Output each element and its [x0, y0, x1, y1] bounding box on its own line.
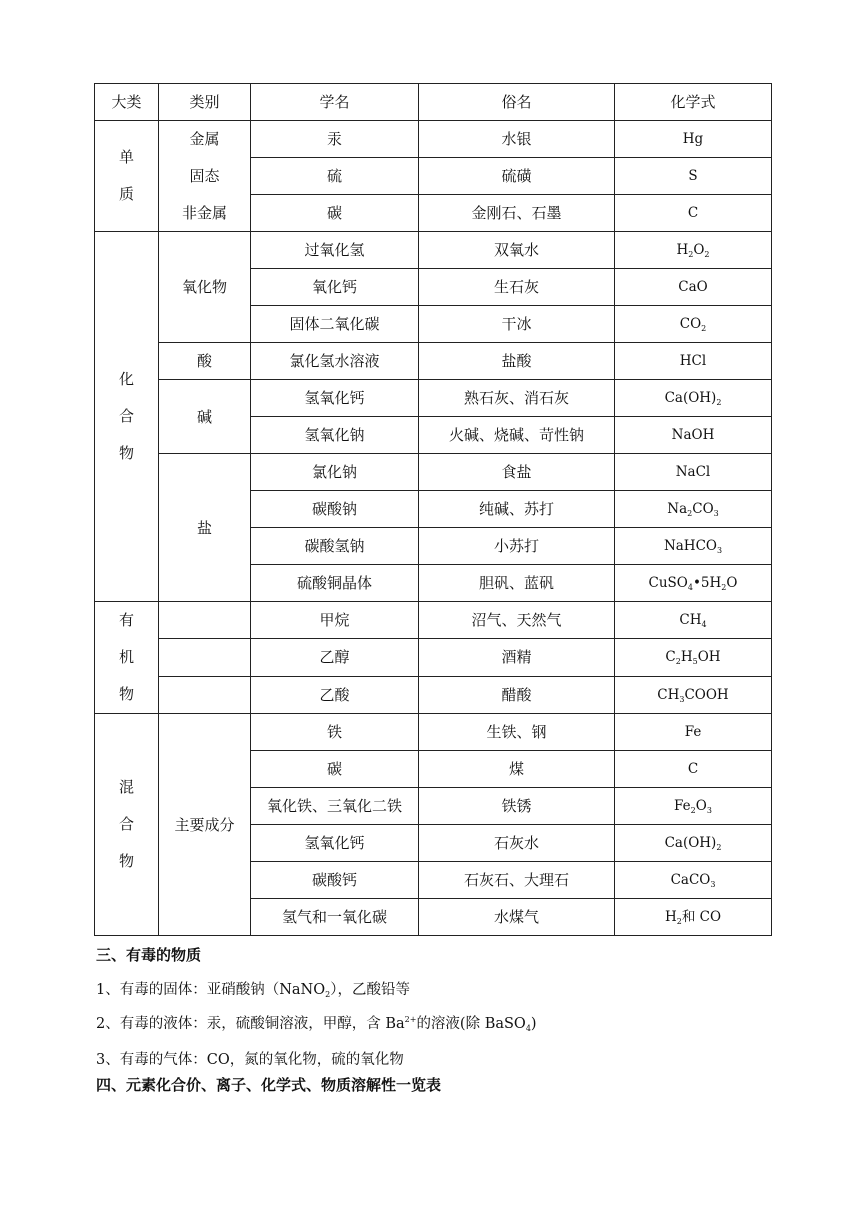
table-row	[95, 676, 772, 713]
formula-cell: NaOH	[615, 417, 772, 454]
table-row	[95, 121, 772, 158]
name-cell: 氢氧化钠	[251, 417, 419, 454]
formula-cell: HCl	[615, 343, 772, 380]
table-row	[95, 602, 772, 639]
table-row	[95, 232, 772, 269]
formula-cell: $CH_3COOH$	[615, 676, 772, 713]
common-name-cell: 小苏打	[419, 528, 615, 565]
table-row	[95, 380, 772, 417]
group-cell-huahewu: 化 合 物	[95, 232, 159, 602]
name-cell: 氢氧化钙	[251, 825, 419, 862]
table-row	[95, 454, 772, 491]
common-name-cell: 食盐	[419, 454, 615, 491]
category-cell: 酸	[159, 343, 251, 380]
formula-cell: NaHCO$_3$	[615, 528, 772, 565]
name-cell: 氢氧化钙	[251, 380, 419, 417]
common-name-cell: 硫磺	[419, 158, 615, 195]
name-cell: 氯化氢水溶液	[251, 343, 419, 380]
common-name-cell: 醋酸	[419, 676, 615, 713]
formula-cell: S	[615, 158, 772, 195]
name-cell: 硫	[251, 158, 419, 195]
common-name-cell: 石灰石、大理石	[419, 862, 615, 899]
table-row	[95, 195, 772, 232]
formula-cell: C	[615, 751, 772, 788]
name-cell: 汞	[251, 121, 419, 158]
name-cell: 乙醇	[251, 639, 419, 676]
common-name-cell: 铁锈	[419, 788, 615, 825]
name-cell: 碳酸钠	[251, 491, 419, 528]
common-name-cell: 水煤气	[419, 899, 615, 936]
formula-cell: $Fe_2O_3$	[615, 788, 772, 825]
name-cell: 碳酸钙	[251, 862, 419, 899]
group-cell-danzhi: 单 质	[95, 121, 159, 232]
formula-cell: $C_2H_5OH$	[615, 639, 772, 676]
header-cell: 学名	[251, 84, 419, 121]
category-cell: 主要成分	[159, 714, 251, 936]
formula-cell: $Na_2CO_3$	[615, 491, 772, 528]
name-cell: 固体二氧化碳	[251, 306, 419, 343]
name-cell: 氧化铁、三氧化二铁	[251, 788, 419, 825]
formula-cell: $Ca(OH)_2$	[615, 825, 772, 862]
common-name-cell: 水银	[419, 121, 615, 158]
section-title-toxic: 三、有毒的物质	[96, 946, 202, 964]
common-name-cell: 纯碱、苏打	[419, 491, 615, 528]
name-cell: 碳	[251, 751, 419, 788]
formula-cell: $CO_2$	[615, 306, 772, 343]
name-cell: 氯化钠	[251, 454, 419, 491]
toxic-solid-line: 1、有毒的固体：亚硝酸钠（NaNO$_2$），乙酸铅等	[96, 982, 410, 999]
formula-cell: $Ca(OH)_2$	[615, 380, 772, 417]
name-cell: 氧化钙	[251, 269, 419, 306]
common-name-cell: 干冰	[419, 306, 615, 343]
category-cell: 非金属	[159, 195, 251, 232]
common-name-cell: 生铁、钢	[419, 714, 615, 751]
formula-cell: C	[615, 195, 772, 232]
name-cell: 碳酸氢钠	[251, 528, 419, 565]
toxic-liquid-line: 2、有毒的液体：汞，硫酸铜溶液，甲醇，含 $Ba^{2+}$的溶液(除 BaSO$_4$)	[96, 1015, 537, 1033]
category-cell: 盐	[159, 454, 251, 602]
section-title-element-table: 四、元素化合价、离子、化学式、物质溶解性一览表	[96, 1076, 442, 1094]
table-row	[95, 343, 772, 380]
group-cell-youjiwu: 有 机 物	[95, 602, 159, 714]
formula-cell: $H_2$和 CO	[615, 899, 772, 936]
common-name-cell: 熟石灰、消石灰	[419, 380, 615, 417]
category-cell-empty	[159, 639, 251, 676]
category-cell: 金属	[159, 121, 251, 158]
formula-cell: NaCl	[615, 454, 772, 491]
header-cell: 化学式	[615, 84, 772, 121]
common-name-cell: 双氧水	[419, 232, 615, 269]
common-name-cell: 酒精	[419, 639, 615, 676]
name-cell: 铁	[251, 714, 419, 751]
formula-cell: Hg	[615, 121, 772, 158]
header-cell: 大类	[95, 84, 159, 121]
name-cell: 硫酸铜晶体	[251, 565, 419, 602]
table-row	[95, 158, 772, 195]
common-name-cell: 火碱、烧碱、苛性钠	[419, 417, 615, 454]
category-cell-empty	[159, 602, 251, 639]
formula-cell: $CH_4$	[615, 602, 772, 639]
common-name-cell: 沼气、天然气	[419, 602, 615, 639]
table-row	[95, 639, 772, 676]
category-cell: 碱	[159, 380, 251, 454]
common-name-cell: 石灰水	[419, 825, 615, 862]
category-cell: 氧化物	[159, 232, 251, 343]
common-name-cell: 盐酸	[419, 343, 615, 380]
category-cell-empty	[159, 676, 251, 713]
formula-cell: CaO	[615, 269, 772, 306]
header-cell: 俗名	[419, 84, 615, 121]
name-cell: 碳	[251, 195, 419, 232]
category-cell: 固态	[159, 158, 251, 195]
substance-table	[94, 83, 772, 936]
common-name-cell: 胆矾、蓝矾	[419, 565, 615, 602]
name-cell: 甲烷	[251, 602, 419, 639]
common-name-cell: 煤	[419, 751, 615, 788]
formula-cell: $H_2O_2$	[615, 232, 772, 269]
header-cell: 类别	[159, 84, 251, 121]
common-name-cell: 生石灰	[419, 269, 615, 306]
formula-cell: Fe	[615, 714, 772, 751]
table-header-row	[95, 84, 772, 121]
table-row	[95, 714, 772, 751]
formula-cell: $CuSO_4•5H_2O$	[615, 565, 772, 602]
group-cell-hunhewu: 混 合 物	[95, 714, 159, 936]
name-cell: 氢气和一氧化碳	[251, 899, 419, 936]
formula-cell: CaCO$_3$	[615, 862, 772, 899]
name-cell: 乙酸	[251, 676, 419, 713]
common-name-cell: 金刚石、石墨	[419, 195, 615, 232]
name-cell: 过氧化氢	[251, 232, 419, 269]
toxic-gas-line: 3、有毒的气体：CO，氮的氧化物，硫的氧化物	[96, 1052, 404, 1068]
